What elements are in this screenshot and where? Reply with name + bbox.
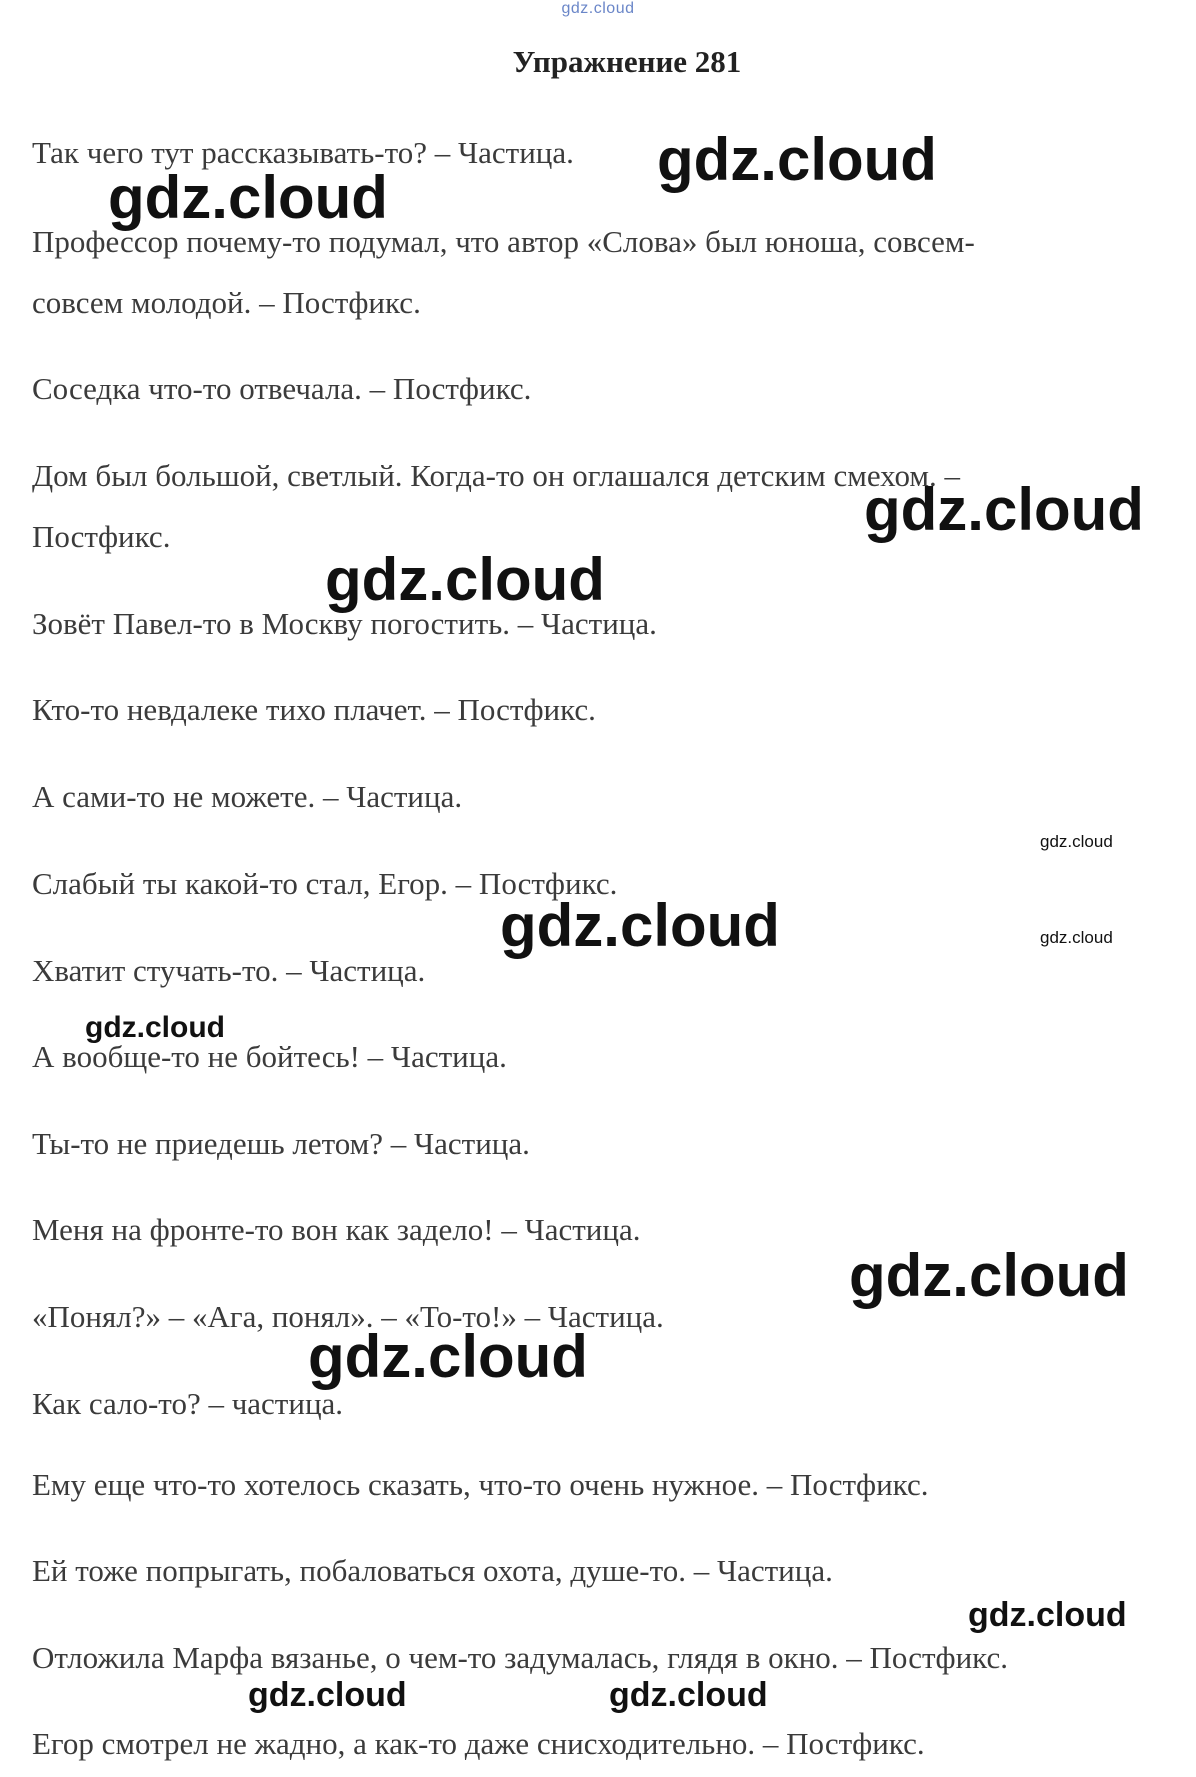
watermark: gdz.cloud xyxy=(1040,928,1113,947)
sentence-line: А вообще-то не бойтесь! – Частица. xyxy=(32,1039,507,1074)
sentence-line: Меня на фронте-то вон как задело! – Частица. xyxy=(32,1212,641,1247)
watermark: gdz.cloud xyxy=(849,1242,1129,1309)
sentence-line: Дом был большой, светлый. Когда-то он оглашался детским смехом. – xyxy=(32,458,961,493)
sentence-line: «Понял?» – «Ага, понял». – «То-то!» – Частица. xyxy=(32,1299,664,1334)
sentence-line: Так чего тут рассказывать-то? – Частица. xyxy=(32,135,574,170)
watermark: gdz.cloud xyxy=(325,546,605,613)
sentence-line: Кто-то невдалеке тихо плачет. – Постфикс. xyxy=(32,692,596,727)
sentence-line: Хватит стучать-то. – Частица. xyxy=(32,953,426,988)
watermark: gdz.cloud xyxy=(968,1596,1127,1634)
watermark: gdz.cloud xyxy=(108,164,388,231)
top-watermark: gdz.cloud xyxy=(561,0,635,17)
sentence-line: Постфикс. xyxy=(32,519,171,554)
sentence-line: Егор смотрел не жадно, а как-то даже снисходительно. – Постфикс. xyxy=(32,1726,925,1761)
watermark: gdz.cloud xyxy=(864,476,1144,543)
exercise-title: Упражнение 281 xyxy=(512,44,742,79)
watermark: gdz.cloud xyxy=(657,126,937,193)
sentence-line: Слабый ты какой-то стал, Егор. – Постфикс. xyxy=(32,866,618,901)
watermark: gdz.cloud xyxy=(248,1676,407,1714)
sentence-line: Ей тоже попрыгать, побаловаться охота, душе-то. – Частица. xyxy=(32,1553,833,1588)
watermark: gdz.cloud xyxy=(308,1323,588,1390)
sentence-line: совсем молодой. – Постфикс. xyxy=(32,285,421,320)
watermark: gdz.cloud xyxy=(85,1011,225,1044)
sentence-line: Ты-то не приедешь летом? – Частица. xyxy=(32,1126,530,1161)
sentence-line: А сами-то не можете. – Частица. xyxy=(32,779,463,814)
sentence-line: Зовёт Павел-то в Москву погостить. – Частица. xyxy=(32,606,657,641)
watermark: gdz.cloud xyxy=(609,1676,768,1714)
sentence-line: Ему еще что-то хотелось сказать, что-то очень нужное. – Постфикс. xyxy=(32,1467,929,1502)
sentence-line: Соседка что-то отвечала. – Постфикс. xyxy=(32,371,532,406)
sentence-line: Отложила Марфа вязанье, о чем-то задумалась, глядя в окно. – Постфикс. xyxy=(32,1640,1008,1675)
sentence-line: Как сало-то? – частица. xyxy=(32,1386,344,1421)
watermark: gdz.cloud xyxy=(500,892,780,959)
watermark: gdz.cloud xyxy=(1040,832,1113,851)
sentence-line: Профессор почему-то подумал, что автор «Слова» был юноша, совсем- xyxy=(32,224,975,259)
